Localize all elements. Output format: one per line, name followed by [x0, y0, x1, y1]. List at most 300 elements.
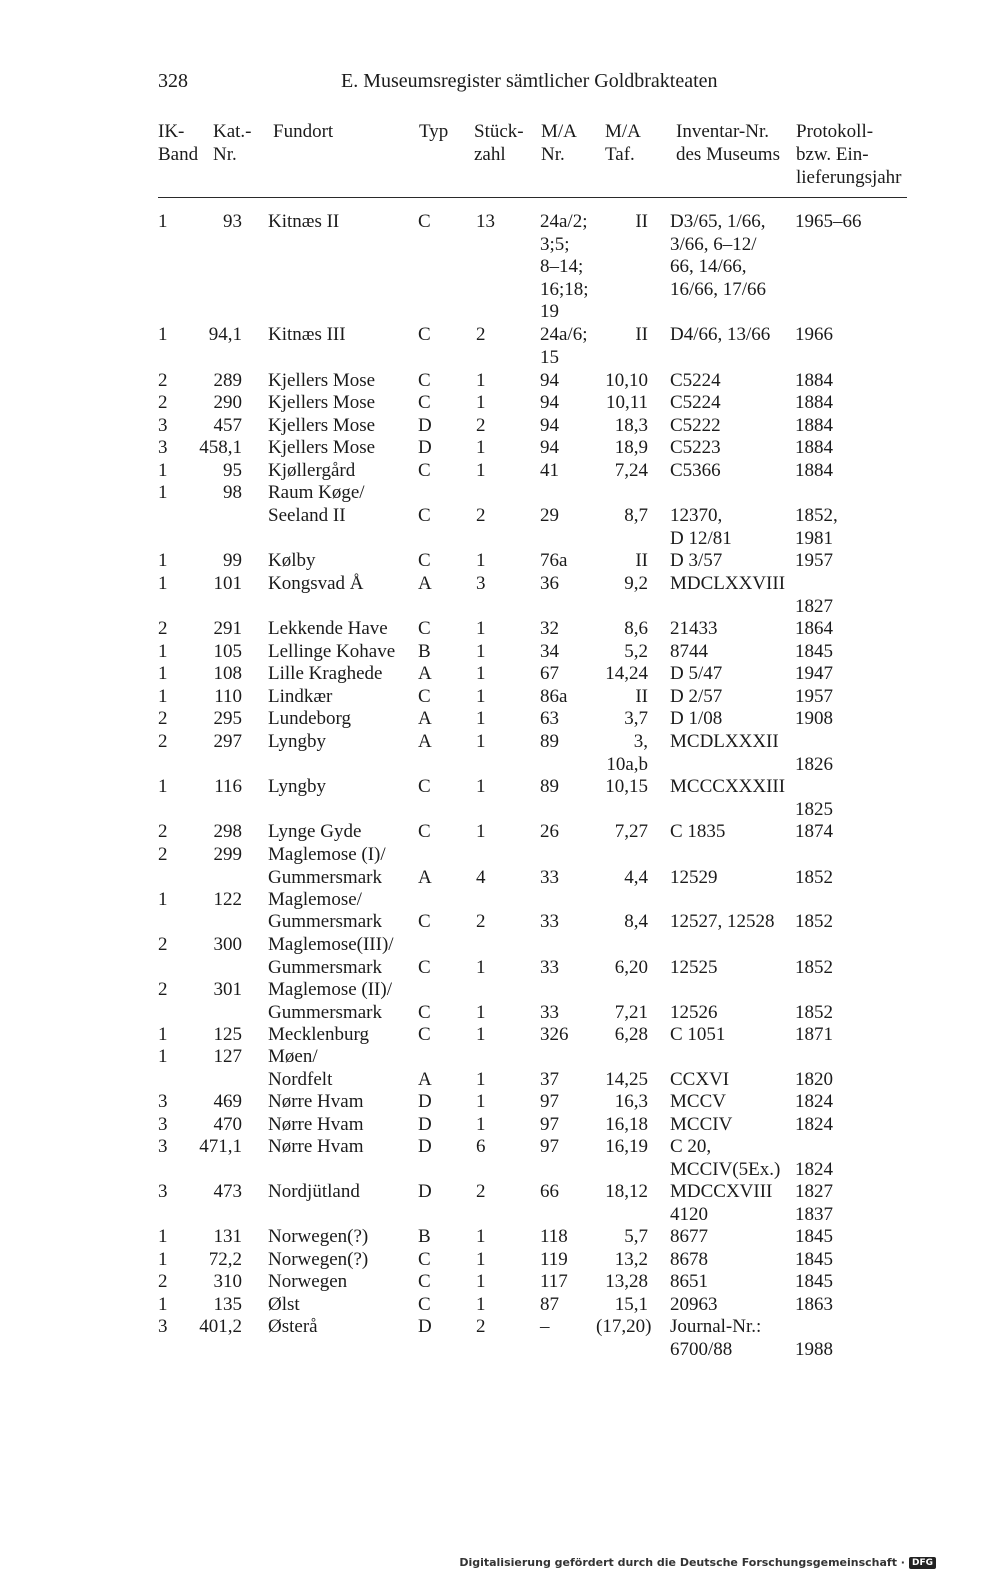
cell-stueckzahl: 1: [476, 370, 486, 391]
cell-protokoll: 1845: [795, 1271, 833, 1292]
cell-typ: C: [418, 821, 431, 842]
cell-band: 1: [158, 1226, 168, 1247]
cell-protokoll: 1826: [795, 753, 833, 775]
cell-kat-nr: 93: [223, 211, 242, 232]
cell-fundort: Lynge Gyde: [268, 821, 362, 842]
cell-ma-taf: 14,24: [605, 663, 648, 684]
column-header-ma-nr: M/A Nr.: [541, 121, 577, 165]
cell-inventar: C 20, MCCIV(5Ex.): [670, 1136, 781, 1180]
table-row: [0, 618, 1000, 641]
table-row: [0, 844, 1000, 867]
cell-typ: D: [418, 1114, 432, 1135]
table-row: [0, 731, 1000, 775]
cell-typ: C: [418, 1294, 431, 1315]
table-row: [0, 1002, 1000, 1025]
column-header-stueckzahl: Stück- zahl: [474, 121, 524, 165]
cell-ma-nr: 76a: [540, 550, 568, 571]
cell-band: 2: [158, 731, 168, 752]
cell-fundort: Kjellers Mose: [268, 370, 376, 391]
cell-protokoll: 1863: [795, 1294, 833, 1315]
cell-stueckzahl: 1: [476, 731, 486, 752]
table-row: [0, 934, 1000, 957]
cell-inventar: 12529: [670, 867, 718, 888]
table-row: [0, 911, 1000, 934]
cell-fundort: Seeland II: [268, 505, 346, 526]
cell-fundort: Lellinge Kohave: [268, 641, 396, 662]
column-header-fundort: Fundort: [273, 121, 334, 142]
cell-fundort: Nørre Hvam: [268, 1114, 364, 1135]
cell-inventar: 8744: [670, 641, 708, 662]
cell-band: 1: [158, 641, 168, 662]
cell-kat-nr: 289: [213, 370, 242, 391]
column-header-ma-taf: M/A Taf.: [605, 121, 641, 165]
cell-band: 1: [158, 211, 168, 232]
cell-typ: D: [418, 1316, 432, 1337]
cell-fundort: Kjellers Mose: [268, 392, 376, 413]
cell-band: 2: [158, 1271, 168, 1292]
cell-protokoll: 1966: [795, 324, 833, 345]
cell-fundort: Maglemose (I)/: [268, 844, 386, 865]
cell-inventar: D4/66, 13/66: [670, 324, 771, 345]
cell-kat-nr: 94,1: [208, 324, 242, 345]
cell-fundort: Nørre Hvam: [268, 1136, 364, 1157]
cell-fundort: Kjellers Mose: [268, 437, 376, 458]
cell-typ: C: [418, 618, 431, 639]
cell-kat-nr: 72,2: [208, 1249, 242, 1270]
cell-band: 2: [158, 618, 168, 639]
cell-inventar: D 5/47: [670, 663, 723, 684]
cell-band: 1: [158, 460, 168, 481]
cell-ma-taf: 10,11: [605, 392, 648, 413]
cell-ma-taf: 16,3: [614, 1091, 648, 1112]
cell-stueckzahl: 1: [476, 550, 486, 571]
cell-stueckzahl: 1: [476, 776, 486, 797]
footer-text: Digitalisierung gefördert durch die Deutsche Forschungsgemeinschaft ·: [459, 1556, 905, 1569]
cell-protokoll: 1988: [795, 1338, 833, 1360]
cell-band: 3: [158, 1114, 168, 1135]
cell-kat-nr: 298: [213, 821, 242, 842]
table-row: [0, 392, 1000, 415]
cell-ma-nr: 86a: [540, 686, 568, 707]
table-row: [0, 1091, 1000, 1114]
table-row: [0, 550, 1000, 573]
cell-band: 3: [158, 415, 168, 436]
cell-protokoll: 1957: [795, 686, 833, 707]
cell-kat-nr: 295: [213, 708, 242, 729]
cell-protokoll: 1852, 1981: [795, 505, 838, 549]
cell-fundort: Lindkær: [268, 686, 333, 707]
cell-fundort: Gummersmark: [268, 1002, 382, 1023]
cell-fundort: Gummersmark: [268, 957, 382, 978]
cell-ma-nr: 94: [540, 437, 559, 458]
cell-protokoll: 1965–66: [795, 211, 862, 232]
cell-kat-nr: 127: [213, 1046, 242, 1067]
cell-ma-nr: 24a/2; 3;5; 8–14; 16;18; 19: [540, 211, 589, 322]
cell-ma-taf: 10,15: [605, 776, 648, 797]
cell-protokoll: 1884: [795, 415, 833, 436]
table-row: [0, 1294, 1000, 1317]
table-row: [0, 663, 1000, 686]
cell-ma-taf: II: [635, 686, 648, 707]
cell-stueckzahl: 4: [476, 867, 486, 888]
cell-inventar: MDCLXXVIII: [670, 573, 786, 594]
cell-kat-nr: 116: [214, 776, 242, 797]
cell-ma-nr: 33: [540, 957, 559, 978]
cell-ma-taf: 16,18: [605, 1114, 648, 1135]
table-row: [0, 686, 1000, 709]
cell-stueckzahl: 2: [476, 1181, 486, 1202]
cell-stueckzahl: 2: [476, 324, 486, 345]
cell-ma-taf: II: [635, 324, 648, 345]
cell-inventar: 20963: [670, 1294, 718, 1315]
cell-band: 1: [158, 1024, 168, 1045]
cell-inventar: MCCCXXXIII: [670, 776, 786, 797]
cell-fundort: Kjøllergård: [268, 460, 356, 481]
table-row: [0, 1136, 1000, 1180]
table-row: [0, 370, 1000, 393]
cell-fundort: Lyngby: [268, 776, 327, 797]
cell-typ: C: [418, 324, 431, 345]
cell-inventar: MCCIV: [670, 1114, 733, 1135]
cell-fundort: Raum Køge/: [268, 482, 365, 503]
cell-stueckzahl: 1: [476, 1024, 486, 1045]
table-row: [0, 1271, 1000, 1294]
cell-stueckzahl: 1: [476, 686, 486, 707]
cell-typ: D: [418, 437, 432, 458]
cell-kat-nr: 110: [214, 686, 242, 707]
cell-ma-nr: 37: [540, 1069, 559, 1090]
cell-ma-nr: 97: [540, 1114, 559, 1135]
cell-typ: C: [418, 686, 431, 707]
cell-protokoll: 1845: [795, 1249, 833, 1270]
cell-ma-nr: 89: [540, 776, 559, 797]
table-row: [0, 211, 1000, 322]
table-row: [0, 708, 1000, 731]
cell-band: 3: [158, 1181, 168, 1202]
table-row: [0, 1181, 1000, 1225]
cell-typ: C: [418, 1024, 431, 1045]
cell-typ: D: [418, 415, 432, 436]
cell-stueckzahl: 1: [476, 1091, 486, 1112]
column-header-kat: Kat.- Nr.: [213, 121, 252, 165]
cell-stueckzahl: 13: [476, 211, 495, 232]
cell-inventar: 12370, D 12/81: [670, 505, 732, 549]
cell-typ: A: [418, 573, 432, 594]
cell-typ: C: [418, 1271, 431, 1292]
cell-band: 3: [158, 1091, 168, 1112]
cell-inventar: MCCV: [670, 1091, 726, 1112]
cell-ma-taf: (17,20): [596, 1316, 652, 1337]
table-row: [0, 641, 1000, 664]
cell-kat-nr: 291: [213, 618, 242, 639]
cell-kat-nr: 470: [213, 1114, 242, 1135]
table-row: [0, 867, 1000, 890]
cell-protokoll: 1957: [795, 550, 833, 571]
column-header-protokoll: Protokoll- bzw. Ein- lieferungsjahr: [796, 121, 902, 188]
cell-kat-nr: 135: [213, 1294, 242, 1315]
table-row: [0, 889, 1000, 912]
cell-protokoll: 1884: [795, 460, 833, 481]
cell-ma-taf: 9,2: [624, 573, 648, 594]
cell-kat-nr: 108: [213, 663, 242, 684]
cell-band: 3: [158, 1316, 168, 1337]
cell-stueckzahl: 1: [476, 1069, 486, 1090]
cell-ma-taf: 14,25: [605, 1069, 648, 1090]
table-row: [0, 821, 1000, 844]
cell-ma-taf: 13,2: [614, 1249, 648, 1270]
cell-fundort: Kitnæs III: [268, 324, 346, 345]
cell-protokoll: 1908: [795, 708, 833, 729]
cell-typ: D: [418, 1091, 432, 1112]
cell-inventar: 21433: [670, 618, 718, 639]
cell-inventar: MDCCXVIII 4120: [670, 1181, 773, 1225]
cell-ma-taf: 16,19: [605, 1136, 648, 1157]
cell-inventar: Journal-Nr.: 6700/88: [670, 1316, 762, 1360]
cell-stueckzahl: 1: [476, 1226, 486, 1247]
cell-ma-taf: 5,7: [624, 1226, 648, 1247]
cell-ma-nr: 33: [540, 867, 559, 888]
cell-inventar: 8677: [670, 1226, 708, 1247]
cell-typ: A: [418, 1069, 432, 1090]
table-row: [0, 1114, 1000, 1137]
cell-fundort: Østerå: [268, 1316, 318, 1337]
cell-kat-nr: 95: [223, 460, 242, 481]
cell-protokoll: 1827: [795, 595, 833, 617]
cell-inventar: C 1051: [670, 1024, 726, 1045]
cell-typ: C: [418, 911, 431, 932]
table-row: [0, 573, 1000, 617]
cell-kat-nr: 401,2: [199, 1316, 242, 1337]
table-row: [0, 979, 1000, 1002]
cell-kat-nr: 310: [213, 1271, 242, 1292]
table-row: [0, 460, 1000, 483]
cell-protokoll: 1864: [795, 618, 833, 639]
cell-inventar: D 1/08: [670, 708, 723, 729]
running-head: E. Museumsregister sämtlicher Goldbrakteaten: [341, 70, 718, 92]
cell-ma-taf: 7,24: [614, 460, 648, 481]
cell-ma-nr: 94: [540, 415, 559, 436]
cell-kat-nr: 299: [213, 844, 242, 865]
cell-band: 1: [158, 324, 168, 345]
column-header-band: IK- Band: [158, 121, 199, 165]
cell-protokoll: 1820: [795, 1069, 833, 1090]
cell-ma-nr: 26: [540, 821, 559, 842]
table-row: [0, 1249, 1000, 1272]
cell-kat-nr: 457: [213, 415, 242, 436]
cell-stueckzahl: 1: [476, 821, 486, 842]
cell-typ: A: [418, 663, 432, 684]
table-row: [0, 1316, 1000, 1360]
cell-ma-taf: 8,4: [624, 911, 648, 932]
cell-band: 2: [158, 979, 168, 1000]
cell-band: 2: [158, 370, 168, 391]
cell-typ: C: [418, 550, 431, 571]
cell-stueckzahl: 1: [476, 1294, 486, 1315]
cell-fundort: Lyngby: [268, 731, 327, 752]
cell-ma-taf: 15,1: [614, 1294, 648, 1315]
cell-protokoll: 1874: [795, 821, 833, 842]
cell-fundort: Nørre Hvam: [268, 1091, 364, 1112]
cell-kat-nr: 297: [213, 731, 242, 752]
cell-ma-nr: 66: [540, 1181, 559, 1202]
cell-typ: A: [418, 867, 432, 888]
column-header-typ: Typ: [419, 121, 449, 142]
cell-ma-nr: 63: [540, 708, 559, 729]
cell-inventar: D 3/57: [670, 550, 723, 571]
cell-inventar: C5222: [670, 415, 721, 436]
cell-ma-taf: 4,4: [624, 867, 648, 888]
cell-ma-nr: 33: [540, 911, 559, 932]
cell-stueckzahl: 2: [476, 505, 486, 526]
cell-kat-nr: 98: [223, 482, 242, 503]
cell-ma-taf: 3, 10a,b: [606, 731, 648, 775]
cell-ma-taf: 18,9: [614, 437, 648, 458]
cell-protokoll: 1852: [795, 957, 833, 978]
cell-ma-taf: II: [635, 550, 648, 571]
cell-inventar: 12526: [670, 1002, 718, 1023]
cell-kat-nr: 458,1: [199, 437, 242, 458]
cell-ma-taf: 6,20: [614, 957, 648, 978]
cell-band: 1: [158, 1249, 168, 1270]
cell-kat-nr: 131: [213, 1226, 242, 1247]
cell-ma-nr: 24a/6; 15: [540, 324, 588, 368]
cell-inventar: 8678: [670, 1249, 708, 1270]
cell-band: 2: [158, 844, 168, 865]
cell-ma-nr: 87: [540, 1294, 559, 1315]
cell-ma-taf: 6,28: [614, 1024, 648, 1045]
cell-band: 1: [158, 776, 168, 797]
cell-band: 2: [158, 934, 168, 955]
cell-kat-nr: 105: [213, 641, 242, 662]
cell-stueckzahl: 1: [476, 437, 486, 458]
table-row: [0, 957, 1000, 980]
cell-ma-taf: 3,7: [624, 708, 648, 729]
cell-ma-taf: 5,2: [624, 641, 648, 662]
cell-fundort: Nordjütland: [268, 1181, 360, 1202]
cell-fundort: Norwegen(?): [268, 1249, 369, 1270]
cell-band: 1: [158, 1046, 168, 1067]
cell-typ: C: [418, 505, 431, 526]
cell-ma-nr: 32: [540, 618, 559, 639]
cell-ma-taf: 8,7: [624, 505, 648, 526]
cell-ma-nr: 97: [540, 1136, 559, 1157]
cell-inventar: C 1835: [670, 821, 726, 842]
cell-fundort: Norwegen: [268, 1271, 348, 1292]
cell-fundort: Nordfelt: [268, 1069, 333, 1090]
cell-stueckzahl: 1: [476, 663, 486, 684]
cell-band: 1: [158, 663, 168, 684]
cell-stueckzahl: 2: [476, 415, 486, 436]
cell-stueckzahl: 1: [476, 1271, 486, 1292]
cell-ma-nr: 94: [540, 392, 559, 413]
cell-ma-nr: 117: [540, 1271, 568, 1292]
cell-kat-nr: 125: [213, 1024, 242, 1045]
table-row: [0, 324, 1000, 368]
cell-kat-nr: 101: [213, 573, 242, 594]
cell-typ: D: [418, 1136, 432, 1157]
cell-stueckzahl: 1: [476, 641, 486, 662]
cell-fundort: Kitnæs II: [268, 211, 340, 232]
cell-protokoll: 1845: [795, 641, 833, 662]
cell-fundort: Gummersmark: [268, 911, 382, 932]
cell-ma-taf: 8,6: [624, 618, 648, 639]
table-row: [0, 1226, 1000, 1249]
cell-fundort: Mecklenburg: [268, 1024, 369, 1045]
cell-typ: A: [418, 708, 432, 729]
table-row: [0, 1069, 1000, 1092]
cell-typ: C: [418, 957, 431, 978]
cell-ma-nr: 326: [540, 1024, 569, 1045]
cell-protokoll: 1852: [795, 911, 833, 932]
cell-kat-nr: 99: [223, 550, 242, 571]
cell-ma-nr: 67: [540, 663, 559, 684]
cell-stueckzahl: 1: [476, 1002, 486, 1023]
cell-fundort: Maglemose/: [268, 889, 362, 910]
cell-ma-taf: 13,28: [605, 1271, 648, 1292]
cell-stueckzahl: 1: [476, 1249, 486, 1270]
cell-protokoll: 1947: [795, 663, 833, 684]
cell-inventar: C5223: [670, 437, 721, 458]
table-row: [0, 437, 1000, 460]
cell-protokoll: 1852: [795, 1002, 833, 1023]
cell-protokoll: 1884: [795, 392, 833, 413]
cell-kat-nr: 469: [213, 1091, 242, 1112]
cell-ma-nr: 41: [540, 460, 559, 481]
cell-protokoll: 1827 1837: [795, 1181, 833, 1225]
cell-ma-nr: 29: [540, 505, 559, 526]
cell-fundort: Ølst: [268, 1294, 300, 1315]
cell-kat-nr: 471,1: [199, 1136, 242, 1157]
cell-typ: C: [418, 370, 431, 391]
cell-stueckzahl: 6: [476, 1136, 486, 1157]
cell-protokoll: 1871: [795, 1024, 833, 1045]
cell-band: 2: [158, 821, 168, 842]
cell-band: 1: [158, 550, 168, 571]
cell-inventar: C5224: [670, 392, 721, 413]
cell-ma-taf: 7,21: [614, 1002, 648, 1023]
cell-ma-nr: 89: [540, 731, 559, 752]
cell-ma-nr: 118: [540, 1226, 568, 1247]
cell-fundort: Maglemose (II)/: [268, 979, 392, 1000]
cell-typ: C: [418, 1002, 431, 1023]
cell-band: 1: [158, 482, 168, 503]
cell-stueckzahl: 1: [476, 708, 486, 729]
cell-ma-taf: 18,3: [614, 415, 648, 436]
cell-fundort: Kølby: [268, 550, 316, 571]
cell-fundort: Norwegen(?): [268, 1226, 369, 1247]
cell-fundort: Møen/: [268, 1046, 318, 1067]
page-number: 328: [158, 70, 188, 92]
cell-protokoll: 1824: [795, 1091, 833, 1112]
cell-stueckzahl: 3: [476, 573, 486, 594]
cell-protokoll: 1852: [795, 867, 833, 888]
table-row: [0, 1046, 1000, 1069]
cell-inventar: 12525: [670, 957, 718, 978]
cell-typ: D: [418, 1181, 432, 1202]
cell-fundort: Kjellers Mose: [268, 415, 376, 436]
cell-inventar: C5224: [670, 370, 721, 391]
cell-stueckzahl: 2: [476, 911, 486, 932]
cell-stueckzahl: 1: [476, 392, 486, 413]
cell-protokoll: 1825: [795, 798, 833, 820]
cell-ma-taf: 18,12: [605, 1181, 648, 1202]
cell-stueckzahl: 1: [476, 618, 486, 639]
cell-stueckzahl: 2: [476, 1316, 486, 1337]
cell-ma-taf: II: [635, 211, 648, 232]
cell-protokoll: 1845: [795, 1226, 833, 1247]
table-row: [0, 776, 1000, 820]
cell-ma-nr: 36: [540, 573, 559, 594]
